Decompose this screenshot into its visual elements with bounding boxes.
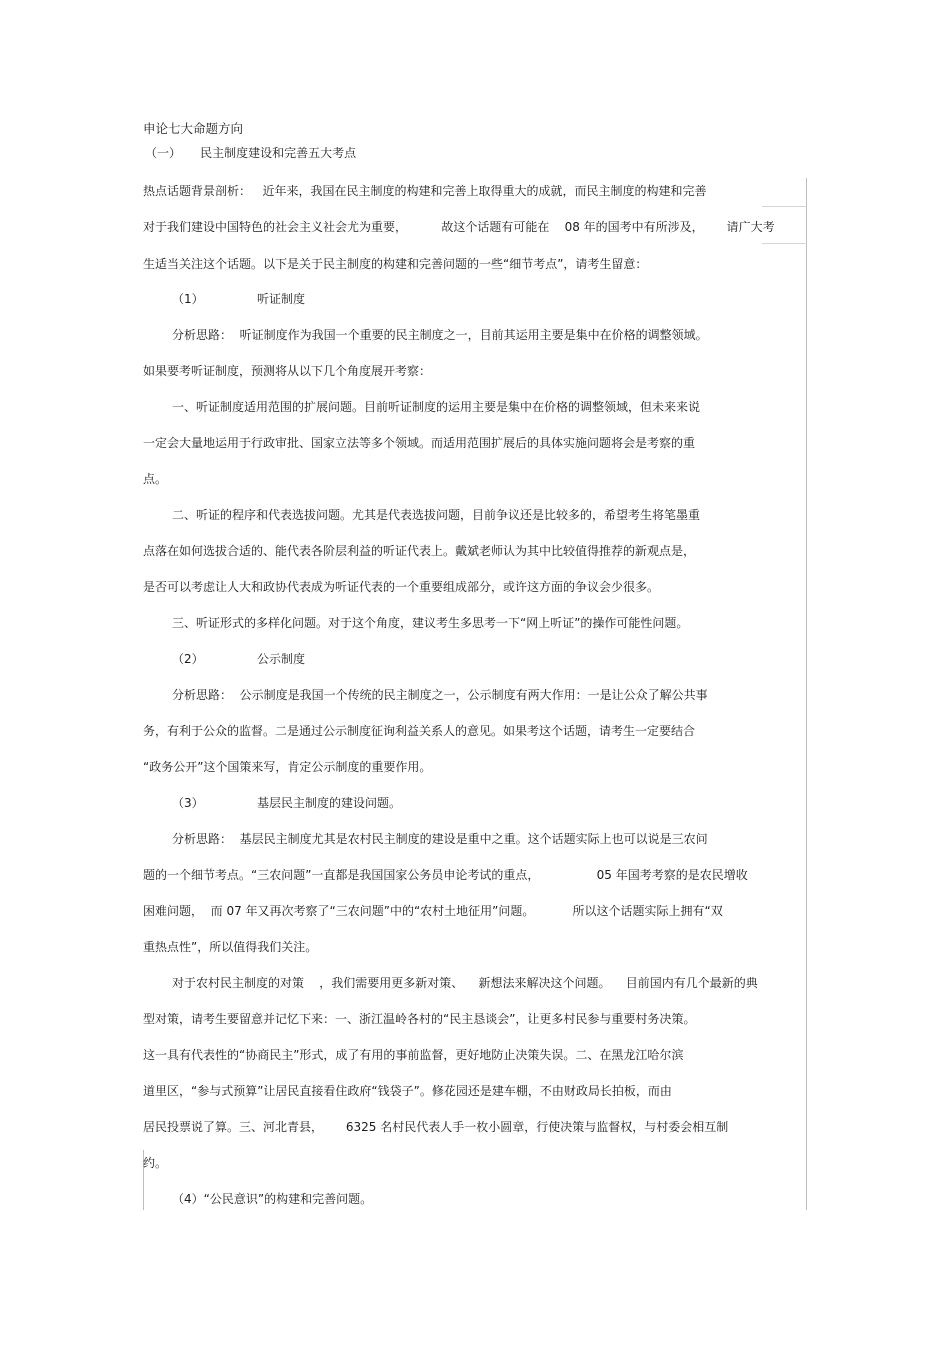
text-line: 一定会大量地运用于行政审批、国家立法等多个领域。而适用范围扩展后的具体实施问题将会是考察的重 <box>143 436 696 450</box>
text-line: 这一具有代表性的“协商民主”形式，成了有用的事前监督，更好地防止决策失误。二、在黑龙江哈尔滨 <box>143 1048 684 1062</box>
text-line: 如果要考听证制度，预测将从以下几个角度展开考察： <box>143 364 432 378</box>
text-line: 生适当关注这个话题。以下是关于民主制度的构建和完善问题的一些“细节考点”，请考生留意： <box>143 257 648 271</box>
text-line: 三、听证形式的多样化问题。对于这个角度，建议考生多思考一下“网上听证”的操作可能性问题。 <box>172 616 689 630</box>
text-line: 困难问题， 而 07 年又再次考察了“三农问题”中的“农村土地征用”问题。 所以这个话题实际上拥有“双 <box>143 904 723 918</box>
item-heading: （4）“公民意识”的构建和完善问题。 <box>172 1192 373 1206</box>
row-divider <box>762 243 807 244</box>
row-divider <box>762 206 807 207</box>
text-line: 务，有利于公众的监督。二是通过公示制度征询利益关系人的意见。如果考这个话题，请考生一定要结合 <box>143 724 696 738</box>
text-line: 重热点性”，所以值得我们关注。 <box>143 940 318 954</box>
item-heading: （3） 基层民主制度的建设问题。 <box>172 796 402 810</box>
text-line: 道里区，“参与式预算”让居民直接看住政府“钱袋子”。修花园还是建车棚，不由财政局长拍板，而由 <box>143 1084 672 1098</box>
section-heading: （一） 民主制度建设和完善五大考点 <box>145 146 357 160</box>
text-line: 一、听证制度适用范围的扩展问题。目前听证制度的运用主要是集中在价格的调整领域，但未来来说 <box>172 400 701 414</box>
text-line: “政务公开”这个国策来写，肯定公示制度的重要作用。 <box>143 760 432 774</box>
text-line: 分析思路： 基层民主制度尤其是农村民主制度的建设是重中之重。这个话题实际上也可以说是三农问 <box>172 832 708 846</box>
text-line: 是否可以考虑让人大和政协代表成为听证代表的一个重要组成部分，或许这方面的争议会少很多。 <box>143 580 660 594</box>
text-line: 型对策，请考生要留意并记忆下来：一、浙江温岭各村的“民主恳谈会”，让更多村民参与重要村务决策。 <box>143 1012 696 1026</box>
text-line: 对于农村民主制度的对策 ，我们需要用更多新对策、 新想法来解决这个问题。 目前国内有几个最新的典 <box>172 976 758 990</box>
right-border <box>806 178 807 1210</box>
text-line: 点落在如何选拔合适的、能代表各阶层利益的听证代表上。戴斌老师认为其中比较值得推荐的新观点是， <box>143 544 696 558</box>
item-heading: （2） 公示制度 <box>172 652 306 666</box>
text-line: 题的一个细节考点。“三农问题”一直都是我国国家公务员申论考试的重点， 05 年国考考察的是农民增收 <box>143 868 748 882</box>
text-line: 约。 <box>143 1156 168 1170</box>
document-title: 申论七大命题方向 <box>143 121 244 136</box>
text-line: 分析思路： 听证制度作为我国一个重要的民主制度之一，目前其运用主要是集中在价格的调整领域。 <box>172 328 708 342</box>
text-line: 居民投票说了算。三、河北青县， 6325 名村民代表人手一枚小圆章，行使决策与监督权，与村委会相互制 <box>143 1120 729 1134</box>
text-line: 对于我们建设中国特色的社会主义社会尤为重要， 故这个话题有可能在 08 年的国考中有所涉及， 请广大考 <box>143 220 775 234</box>
item-heading: （1） 听证制度 <box>172 292 306 306</box>
text-line: 点。 <box>143 472 168 486</box>
text-line: 分析思路： 公示制度是我国一个传统的民主制度之一，公示制度有两大作用：一是让公众了解公共事 <box>172 688 708 702</box>
text-line: 热点话题背景剖析： 近年来，我国在民主制度的构建和完善上取得重大的成就，而民主制度的构建和完善 <box>143 184 707 198</box>
text-line: 二、听证的程序和代表选拔问题。尤其是代表选拔问题，目前争议还是比较多的，希望考生将笔墨重 <box>172 508 701 522</box>
